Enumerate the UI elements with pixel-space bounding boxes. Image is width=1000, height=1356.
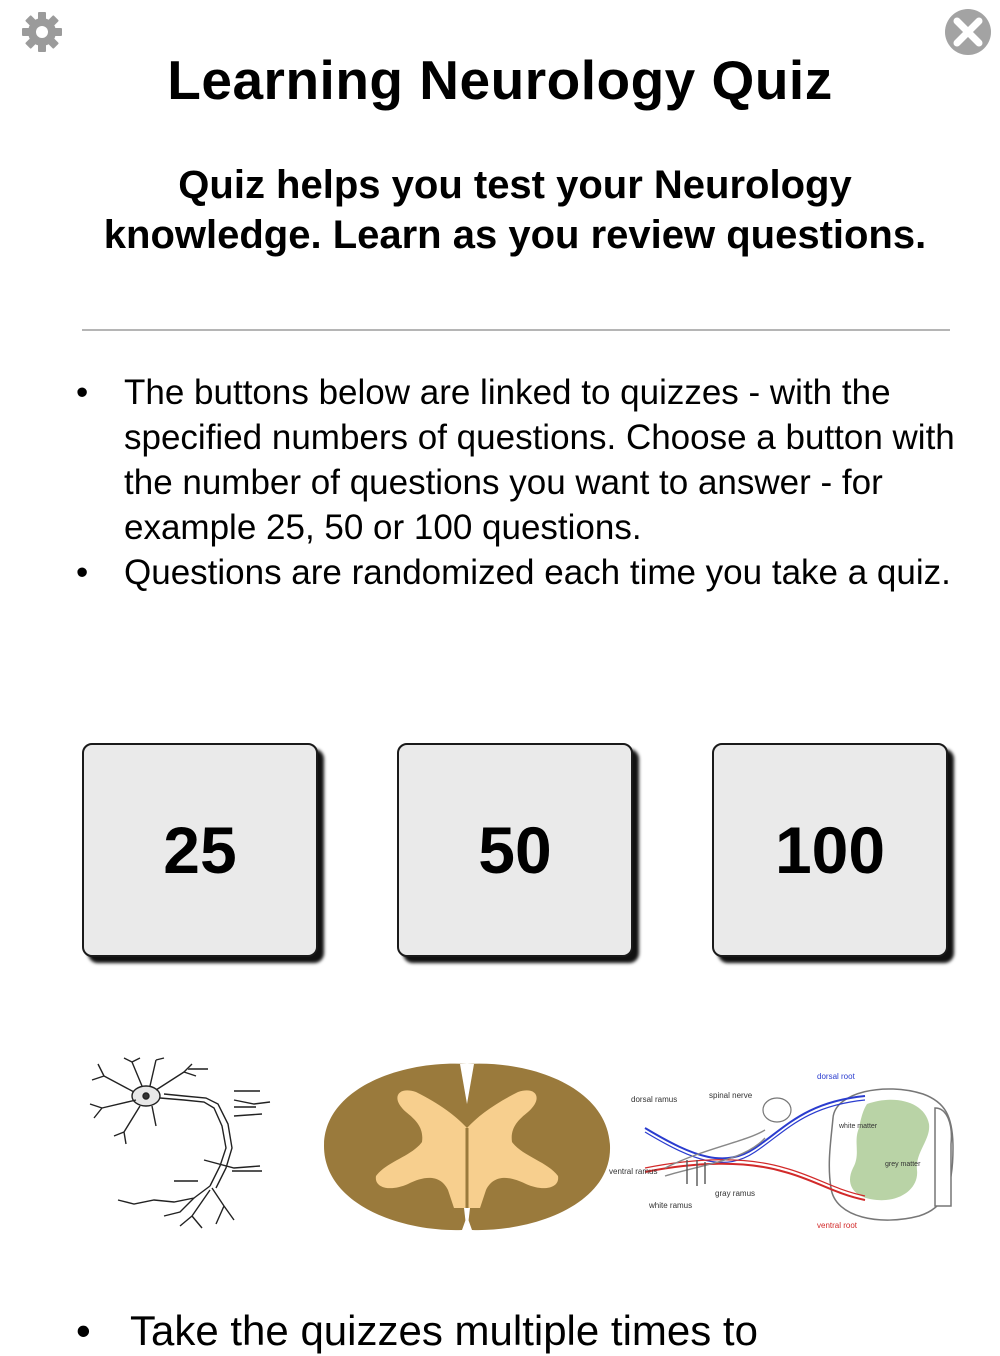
label-dorsal-ramus: dorsal ramus [631,1095,678,1104]
label-ventral-ramus: ventral ramus [609,1167,658,1176]
neuron-illustration [84,1056,276,1230]
footer-list [72,1306,972,1356]
instruction-item: • Questions are randomized each time you take a quiz. [72,550,972,595]
quiz-100-button[interactable]: 100 [712,743,948,957]
spinal-nerve-diagram [605,1068,955,1234]
spinal-cord-cross-section [322,1058,612,1234]
label-grey-matter: grey matter [885,1161,921,1168]
page-title: Learning Neurology Quiz [167,49,833,111]
quiz-25-button[interactable]: 25 [82,743,318,957]
instructions-list [72,370,972,595]
quiz-50-button[interactable]: 50 [397,743,633,957]
label-gray-ramus: gray ramus [715,1189,756,1198]
page-subtitle: Quiz helps you test your Neurology knowledge. Learn as you review questions. [103,163,927,257]
label-white-ramus: white ramus [649,1201,693,1210]
label-spinal-nerve: spinal nerve [709,1091,753,1100]
footer-item: • Take the quizzes multiple times to [72,1306,972,1356]
label-dorsal-root: dorsal root [817,1072,855,1081]
instruction-item: • The buttons below are linked to quizzes - with the specified numbers of questions. Choose a button with the number of questions you want to answer - for example 25, 50 or 100 questions. [72,370,972,550]
label-white-matter: white matter [839,1123,878,1130]
label-ventral-root: ventral root [817,1221,858,1230]
divider [82,329,950,331]
